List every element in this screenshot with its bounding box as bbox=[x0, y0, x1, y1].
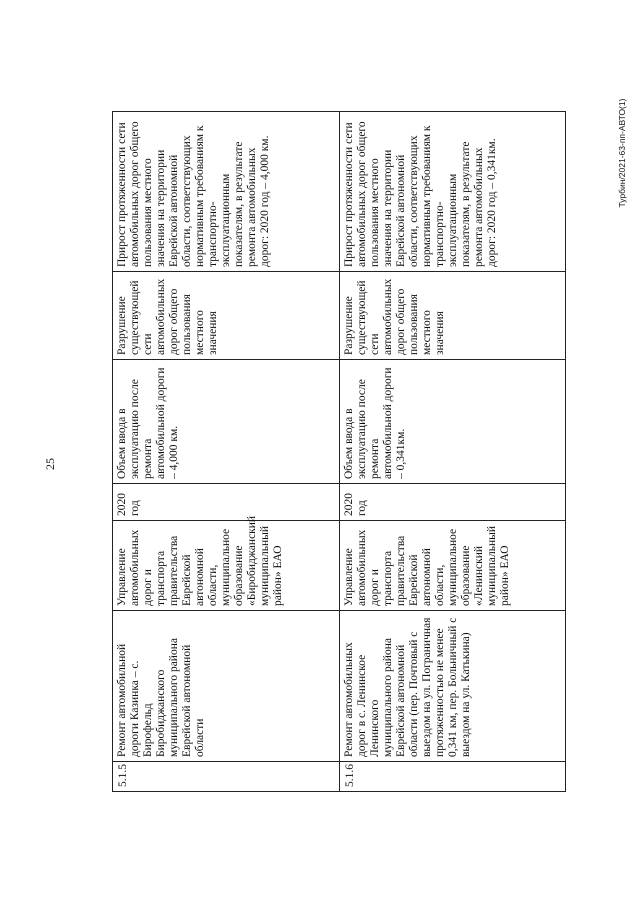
row-number: 5.1.6 bbox=[339, 762, 566, 792]
expected-result: Объем ввода в эксплуатацию после ремонта автомобильной дороги – 4,000 км. bbox=[113, 360, 340, 484]
implementation-period: 2020 год bbox=[339, 484, 566, 521]
responsible-executor: Управление автомобильных дорог и транспорта правительства Еврейской автономной области, муниципальное образование «Биробиджанский муниципальный район» ЕАО bbox=[113, 521, 340, 611]
target-indicator: Прирост протяженности сети автомобильных дорог общего пользования местного значения на территории Еврейской автономной области, соответствующих нормативным требованиям к транспортно-эксплуатационным показателям, в результате ремонта автомобильных дорог: 2020 год – 0,341км. bbox=[339, 112, 566, 272]
responsible-executor: Управление автомобильных дорог и транспорта правительства Еврейской автономной области, муниципальное образование «Ленинский муниципальный район» ЕАО bbox=[339, 521, 566, 611]
row-number: 5.1.5 bbox=[113, 762, 340, 792]
implementation-period: 2020 год bbox=[113, 484, 340, 521]
expected-result: Объем ввода в эксплуатацию после ремонта автомобильной дороги – 0,341км. bbox=[339, 360, 566, 484]
footer-document-code: Турбин/2021-63-пп-АВТО(1) bbox=[617, 98, 627, 208]
table-row bbox=[113, 112, 340, 792]
target-indicator: Прирост протяженности сети автомобильных дорог общего пользования местного значения на территории Еврейской автономной области, соответствующих нормативным требованиям к транспортно-эксплуатационным показателям, в результате ремонта автомобильных дорог: 2020 год – 4,000 км. bbox=[113, 112, 340, 272]
activity-name: Ремонт автомобильных дорог в с. Ленинское Ленинского муниципального района Еврейской автономной области (пер. Почтовый с выездом на ул. Пограничная протяженностью не менее 0,341 км, пер. Больничный с выездом на ул. Катькина) bbox=[339, 611, 566, 762]
activity-name: Ремонт автомобильной дороги Казинка – с. Бирофельд Биробиджанского муниципального района Еврейской автономной области bbox=[113, 611, 340, 762]
program-activities-table bbox=[112, 111, 566, 792]
table-row bbox=[339, 112, 566, 792]
non-implementation-consequence: Разрушение существующей сети автомобильных дорог общего пользования местного значения bbox=[339, 272, 566, 360]
non-implementation-consequence: Разрушение существующей сети автомобильных дорог общего пользования местного значения bbox=[113, 272, 340, 360]
rotated-page-content bbox=[112, 112, 566, 792]
page-number: 25 bbox=[43, 458, 57, 470]
